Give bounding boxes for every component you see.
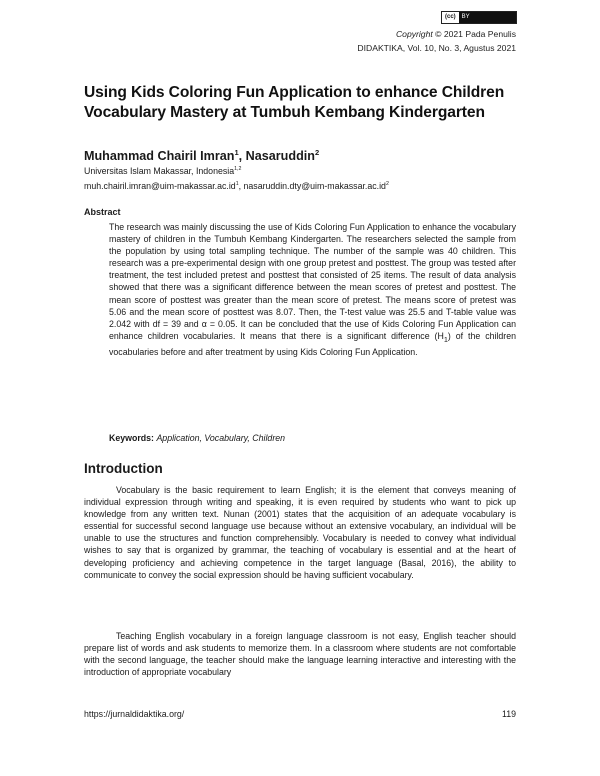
author-2-sup: 2 — [314, 148, 320, 157]
author-1-sup: 1 — [234, 148, 239, 157]
affiliation-text: Universitas Islam Makassar, Indonesia — [84, 166, 235, 176]
author-2: Nasaruddin — [245, 149, 315, 164]
copyright-label: Copyright — [395, 29, 433, 39]
email-separator: , — [238, 181, 244, 191]
affiliation-sup: 1,2 — [234, 166, 242, 173]
author-line — [84, 148, 319, 163]
journal-citation: DIDAKTIKA, Vol. 10, No. 3, Agustus 2021 — [357, 43, 516, 53]
by-logo-text: BY — [459, 12, 516, 23]
cc-by-license-badge — [441, 11, 517, 24]
cc-logo-text: (cc) — [442, 12, 459, 23]
email-2-sup: 2 — [385, 181, 389, 188]
abstract-text-2: ) of the children vocabularies before and after treatment by using Kids Coloring Fun Application. — [109, 330, 516, 357]
email-2: nasaruddin.dty@uim-makassar.ac.id — [243, 181, 386, 191]
abstract-heading: Abstract — [84, 207, 121, 217]
email-1-sup: 1 — [235, 181, 239, 188]
abstract-body — [109, 221, 516, 358]
footer-journal-url[interactable]: https://jurnaldidaktika.org/ — [84, 709, 185, 719]
paper-title: Using Kids Coloring Fun Application to enhance Children Vocabulary Mastery at Tumbuh Kembang Kindergarten — [84, 84, 505, 121]
keywords-line — [109, 433, 285, 443]
copyright-rest: © 2021 Pada Penulis — [435, 29, 516, 39]
author-1: Muhammad Chairil Imran — [84, 149, 235, 164]
keywords-value: Application, Vocabulary, Children — [156, 433, 286, 443]
introduction-paragraph-2: Teaching English vocabulary in a foreign language classroom is not easy, English teacher should prepare list of words and ask students to memorize them. In a classroom where students are not comfortable with the second language, the teacher should make the language learning interactive and interesting with the introduction of appropriate vocabulary — [84, 631, 516, 678]
page-number: 119 — [501, 709, 516, 719]
abstract-subscript: 1 — [443, 334, 448, 344]
introduction-paragraph-1: Vocabulary is the basic requirement to learn English; it is the element that conveys meaning of individual expression through writing and speaking, it is even required by students who want to pick up knowledge from any written text. Nunan (2001) states that the acquisition of an adequate vocabulary is essential for successful second language use because without an extensive vocabulary, an individual will be unable to use the structures and function comprehensibly. Vocabulary is needed to convey what individual wishes to say that is organized by grammar, the teaching of vocabulary is essential and at the heart of developing proficiency and achieving competence in the target language (Basal, 2016), the ability to communicate to convey the social expression should be having sufficient vocabulary. — [84, 485, 516, 580]
email-1: muh.chairil.imran@uim-makassar.ac.id — [84, 181, 236, 191]
author-separator: , — [238, 149, 246, 164]
author-emails — [84, 181, 389, 191]
keywords-label: Keywords: — [109, 433, 154, 443]
abstract-text-1: The research was mainly discussing the use of Kids Coloring Fun Application to enhance the vocabulary mastery of children in the Tumbuh Kembang Kindergarten. The researchers selected the sample from the population by using total sampling technique. The number of the sample was 40 children. This research was a pre-experimental design with one group pretest and posttest. The group was tested after treatment, the test included pretest and posttest that consisted of 25 items. The result of data analysis showed that there was a significant difference between the mean scores of pretest and posttest. The mean score of posttest was greater than the mean score of pretest. The means score of pretest was 5.06 and the mean score of posttest was 8.07. Then, the T-test value was 25.5 and T-table value was 2.042 with df = 39 and α = 0.05. It can be concluded that the use of Kids Coloring Fun Application can enhance children vocabularies. It means that there is a significant difference (H — [109, 222, 516, 341]
introduction-heading: Introduction — [84, 461, 163, 476]
affiliation — [84, 166, 241, 176]
copyright-line — [396, 29, 516, 39]
